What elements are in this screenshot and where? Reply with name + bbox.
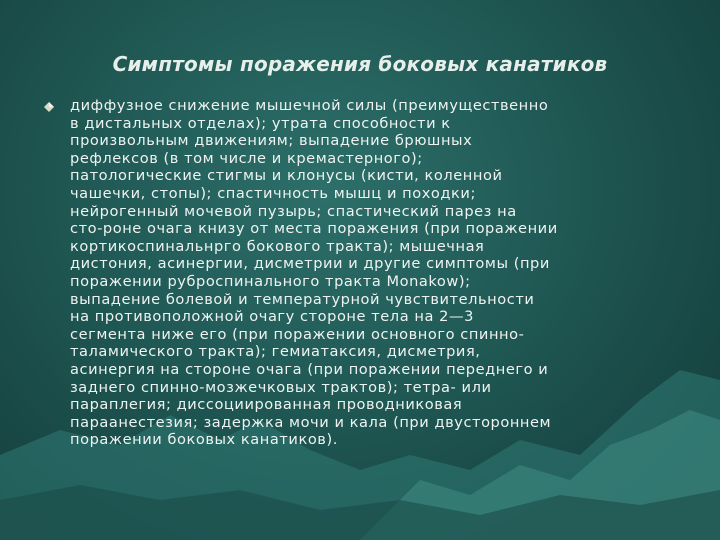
bullet-text: диффузное снижение мышечной силы (преимущественно в дистальных отделах); утрата способности к произвольным движениям; выпадение брюшных рефлексов (в том числе и кремастерного); патологические стигмы и клонусы (кисти, коленной чашечки, стопы); спастичность мышц и походки; нейрогенный мочевой пузырь; спастический парез на сто-роне очага книзу от места поражения (при поражении кортикоспинальнрго бокового тракта); мышечная дистония, асинергии, дисметрии и другие симптомы (при поражении руброспинального тракта Monakow); выпадение болевой и температурной чувствительности на противоположной очагу стороне тела на 2—3 сегмента ниже его (при поражении основного спинно- таламического тракта); гемиатаксия, дисметрия, асинергия на стороне очага (при поражении переднего и заднего спинно-мозжечковых трактов); тетра- или параплегия; диссоциированная проводниковая параанестезия; задержка мочи и кала (при двустороннем поражении боковых канатиков).	[70, 97, 558, 449]
slide-title: Симптомы поражения боковых канатиков	[112, 52, 608, 76]
diamond-bullet-icon	[44, 102, 54, 112]
